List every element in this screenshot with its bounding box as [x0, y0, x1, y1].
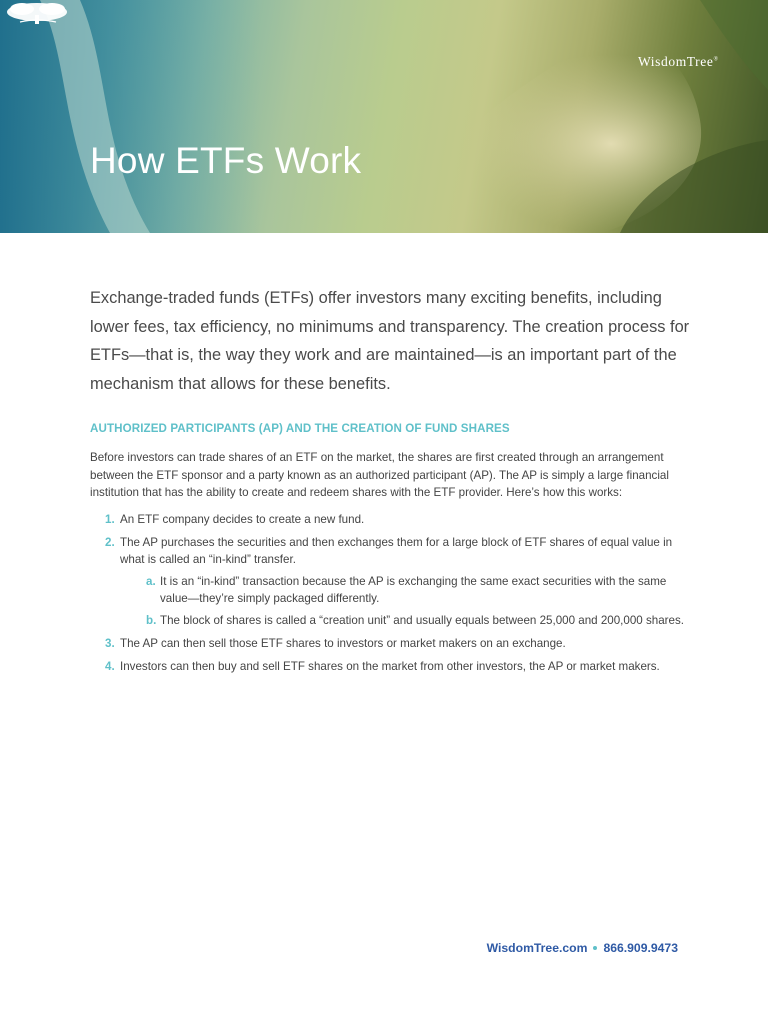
- section-heading: AUTHORIZED PARTICIPANTS (AP) AND THE CREATION OF FUND SHARES: [90, 422, 510, 435]
- step-text: Investors can then buy and sell ETF shares on the market from other investors, the AP or market makers.: [120, 660, 660, 673]
- step-text: The AP purchases the securities and then exchanges them for a large block of ETF shares of equal value in what is called an “in-kind” transfer.: [120, 536, 673, 566]
- step-number: 4.: [105, 660, 115, 673]
- list-item: [90, 635, 690, 652]
- list-item: [90, 534, 690, 629]
- phone-number[interactable]: 866.909.9473: [603, 941, 678, 955]
- list-item: [90, 511, 690, 528]
- footer-contact: [487, 941, 678, 955]
- aerial-landscape-image: [0, 0, 768, 233]
- step-text: The AP can then sell those ETF shares to investors or market makers on an exchange.: [120, 637, 566, 650]
- header-banner: [0, 0, 768, 233]
- list-item: [90, 658, 690, 675]
- separator-dot: [593, 946, 597, 950]
- step-text: An ETF company decides to create a new fund.: [120, 513, 365, 526]
- steps-list: [90, 511, 690, 681]
- sub-step-letter: a.: [146, 575, 156, 588]
- wisdomtree-tree-logo: [0, 0, 110, 44]
- sub-step-text: It is an “in-kind” transaction because the AP is exchanging the same exact securities with the same value—they’re simply packaged differently.: [160, 575, 667, 605]
- sub-step-text: The block of shares is called a “creation unit” and usually equals between 25,000 and 200,000 shares.: [160, 614, 684, 627]
- sub-steps-list: [120, 573, 690, 629]
- step-number: 3.: [105, 637, 115, 650]
- step-number: 1.: [105, 513, 115, 526]
- intro-paragraph: Exchange-traded funds (ETFs) offer investors many exciting benefits, including lower fees, tax efficiency, no minimums and transparency. The creation process for ETFs—that is, the way they work and are maintained—is an important part of the mechanism that allows for these benefits.: [90, 289, 690, 393]
- section-paragraph: Before investors can trade shares of an ETF on the market, the shares are first created through an arrangement between the ETF sponsor and a party known as an authorized participant (AP). The AP is simply a large financial institution that has the ability to create and redeem shares with the ETF provider. Here’s how this works:: [90, 451, 669, 499]
- website-link[interactable]: WisdomTree.com: [486, 941, 588, 955]
- page-title: How ETFs Work: [90, 140, 362, 181]
- sub-list-item: [120, 573, 690, 607]
- step-number: 2.: [105, 536, 115, 549]
- wisdomtree-wordmark: WisdomTree®: [638, 54, 719, 69]
- sub-list-item: [120, 612, 690, 629]
- sub-step-letter: b.: [146, 614, 157, 627]
